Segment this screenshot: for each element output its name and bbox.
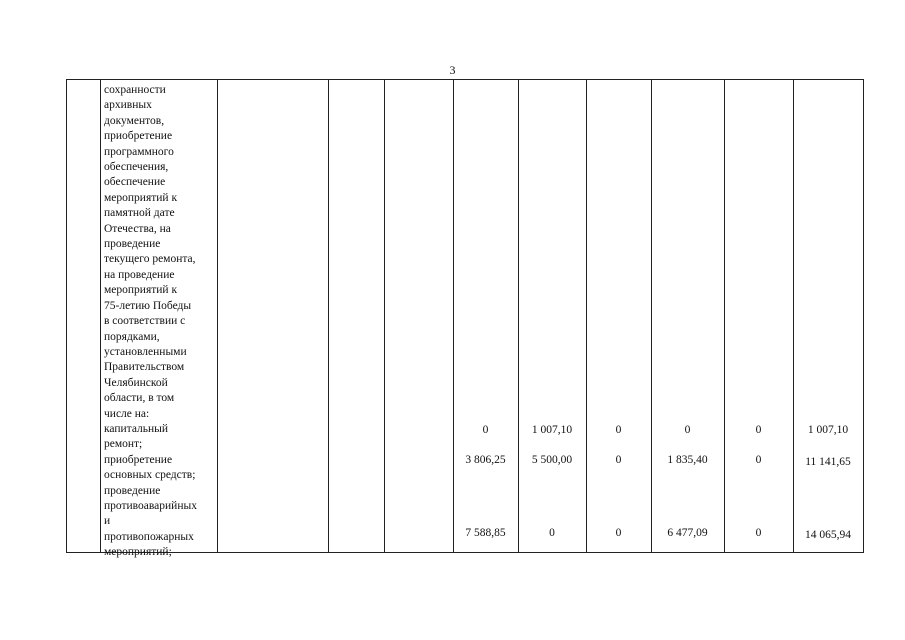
value-cell: 14 065,94 — [805, 529, 851, 541]
value-cell: 0 — [755, 454, 762, 466]
value-cell: 0 — [615, 527, 622, 539]
column-divider — [66, 79, 67, 553]
value-cell: 5 500,00 — [531, 454, 573, 466]
table-top-border — [66, 79, 864, 80]
value-cell: 0 — [482, 424, 489, 436]
column-divider — [217, 79, 218, 553]
value-cell: 0 — [549, 527, 555, 539]
value-cell: 6 477,09 — [667, 527, 708, 539]
budget-table — [66, 79, 864, 559]
column-divider — [518, 79, 519, 553]
value-cell: 11 141,65 — [805, 456, 851, 468]
value-cell: 0 — [755, 424, 762, 436]
value-cell: 1 007,10 — [807, 424, 849, 436]
value-cell: 0 — [755, 527, 762, 539]
column-divider — [651, 79, 652, 553]
value-cell: 1 007,10 — [531, 424, 573, 436]
column-divider — [100, 79, 101, 553]
page-number: 3 — [449, 63, 456, 77]
value-cell: 0 — [684, 424, 691, 436]
description-cell: сохранности архивных документов, приобретение программного обеспечения, обеспечение мероприятий к памятной дате Отечества, на проведение текущего ремонта, на проведение мероприятий к 75-летию Победы в соответствии с порядками, установленными Правительством Челябинской области, в том числе на: капитальный ремонт; приобретение основных средств; проведение противоаварийных и противопожарных мероприятий; — [104, 84, 197, 559]
column-divider — [453, 79, 454, 553]
value-cell: 7 588,85 — [465, 527, 506, 539]
column-divider — [328, 79, 329, 553]
value-cell: 1 835,40 — [667, 454, 708, 466]
value-cell: 0 — [615, 454, 622, 466]
column-divider — [793, 79, 794, 553]
column-divider — [384, 79, 385, 553]
column-divider — [863, 79, 864, 553]
column-divider — [586, 79, 587, 553]
column-divider — [724, 79, 725, 553]
value-cell: 0 — [615, 424, 622, 436]
value-cell: 3 806,25 — [465, 454, 506, 466]
